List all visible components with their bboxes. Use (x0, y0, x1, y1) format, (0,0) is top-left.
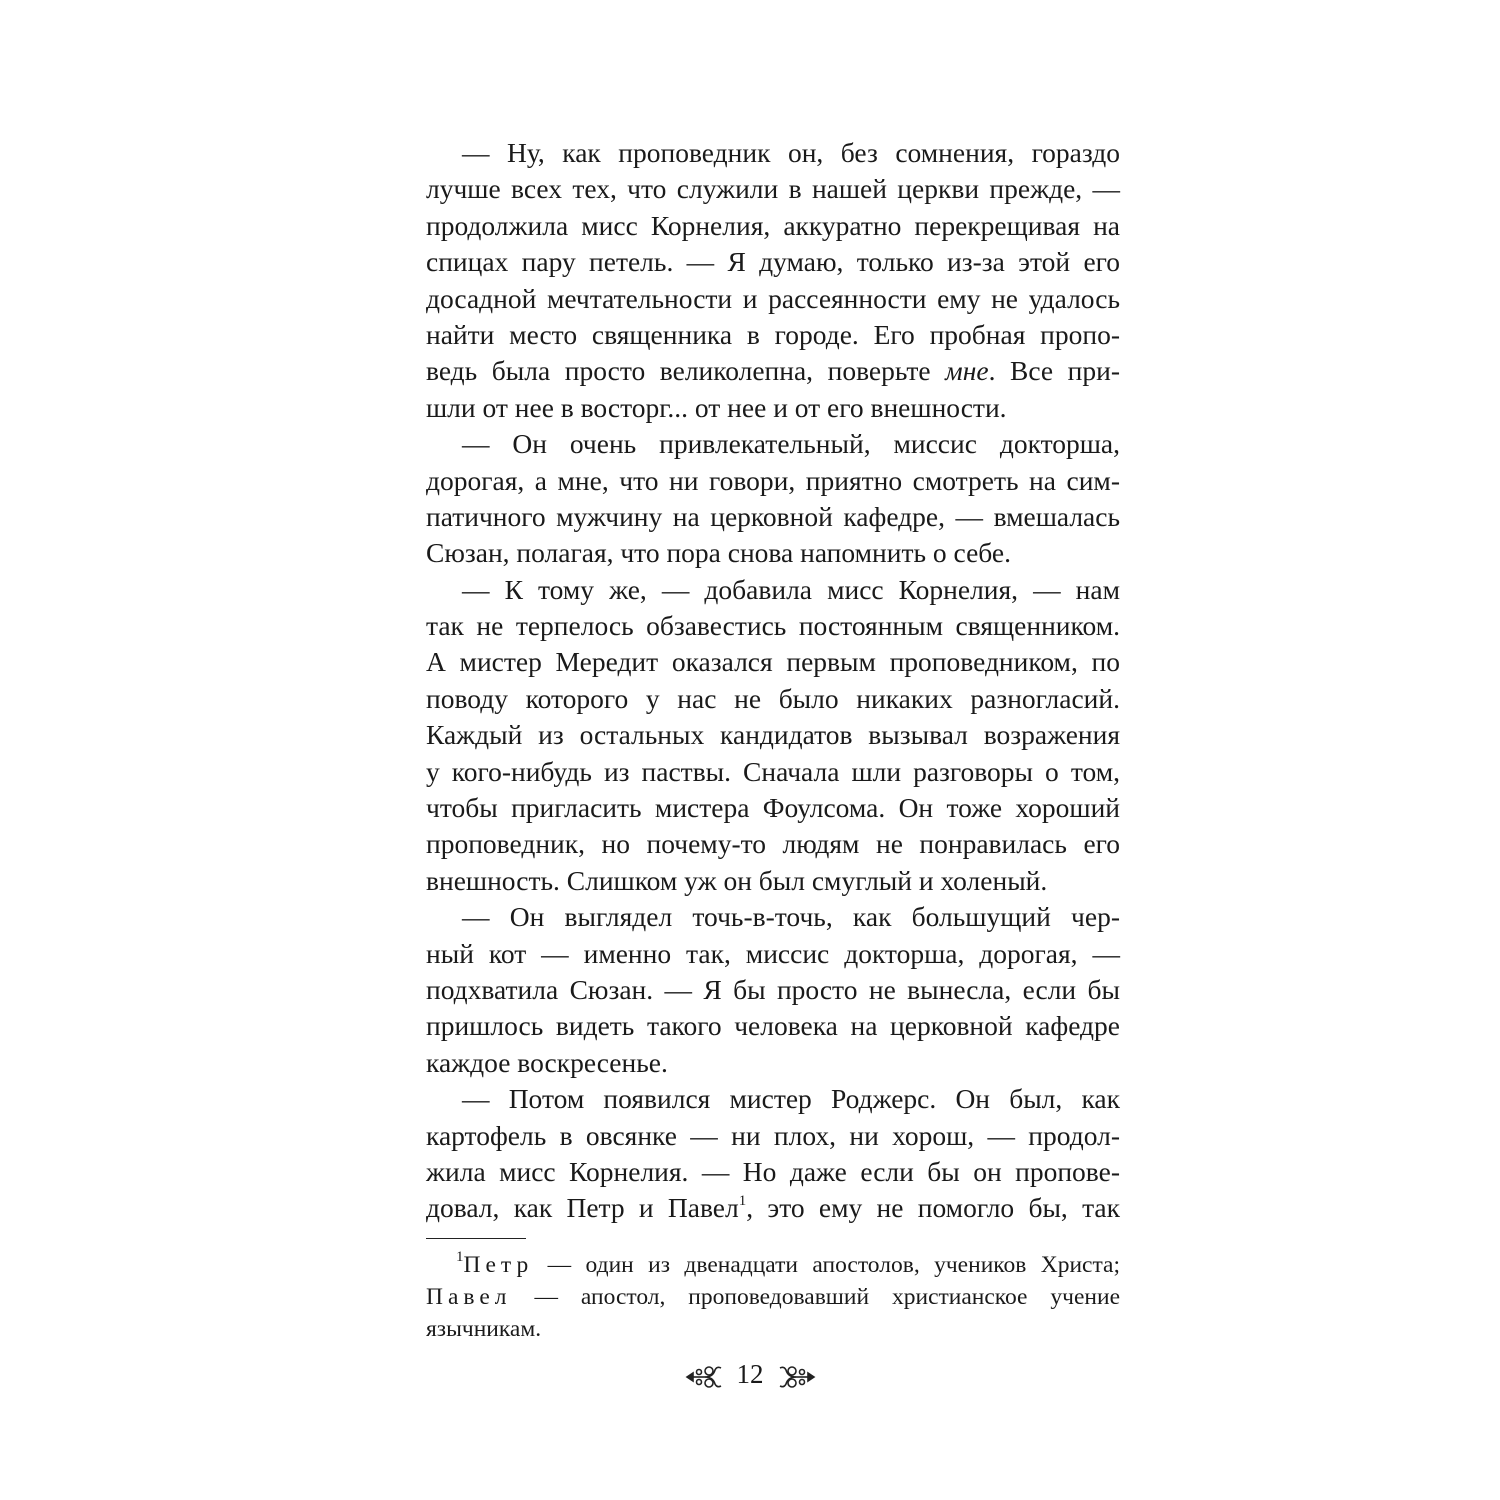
text-line (426, 1081, 1120, 1117)
text-line (426, 171, 1120, 207)
line-text: чтобы пригласить мистера Фоулсома. Он тоже хороший (426, 792, 1120, 824)
footnote-line-2 (426, 1281, 1120, 1313)
line-text: — Он очень привлекательный, миссис докторша, (462, 428, 1120, 460)
line-text: — К тому же, — добавила мисс Корнелия, — нам (462, 573, 1120, 605)
line-text: картофель в овсянке — ни плох, ни хорош, — продол- (426, 1119, 1120, 1151)
text-line (426, 535, 1120, 571)
line-text: найти место священника в городе. Его пробная пропо- (426, 318, 1120, 350)
text-line (426, 717, 1120, 753)
emphasis-text: мне (945, 355, 989, 387)
text-line (426, 826, 1120, 862)
ornament-right-icon (774, 1364, 816, 1390)
text-line (426, 390, 1120, 426)
line-text: — Он выглядел точь-в-точь, как большущий чер- (462, 901, 1120, 933)
line-text: жила мисс Корнелия. — Но даже если бы он пропове- (426, 1155, 1120, 1187)
text-line (426, 644, 1120, 680)
line-text: дорогая, а мне, что ни говори, приятно смотреть на сим- (426, 464, 1120, 496)
text-line (426, 681, 1120, 717)
text-line (426, 1118, 1120, 1154)
line-text: подхватила Сюзан. — Я бы просто не вынесла, если бы (426, 973, 1120, 1005)
line-text: А мистер Мередит оказался первым проповедником, по (426, 646, 1120, 678)
text-line (426, 244, 1120, 280)
footnote (426, 1249, 1120, 1345)
line-text: Сюзан, полагая, что пора снова напомнить о себе. (426, 537, 1011, 569)
line-text: шли от нее в восторг... от нее и от его внешности. (426, 391, 1007, 423)
line-text: . Все при- (988, 355, 1120, 387)
line-text: ный кот — именно так, миссис докторша, дорогая, — (426, 937, 1120, 969)
text-line (426, 208, 1120, 244)
footnote-line-1 (426, 1249, 1120, 1281)
footnote-rule (426, 1238, 526, 1239)
line-text: лучше всех тех, что служили в нашей церкви прежде, — (426, 173, 1120, 205)
text-line (426, 281, 1120, 317)
line-text: у кого-нибудь из паствы. Сначала шли разговоры о том, (426, 755, 1120, 787)
text-line (426, 1045, 1120, 1081)
line-text: ведь была просто великолепна, поверьте (426, 355, 946, 387)
text-line (426, 899, 1120, 935)
text-line (426, 499, 1120, 535)
text-line (426, 1154, 1120, 1190)
footnote-text: — один из двенадцати апостолов, учеников Христа; (533, 1252, 1120, 1278)
line-text: довал, как Петр и Павел (426, 1192, 739, 1224)
text-line (426, 135, 1120, 171)
line-text: продолжила мисс Корнелия, аккуратно перекрещивая на (426, 209, 1120, 241)
line-text: каждое воскресенье. (426, 1046, 668, 1078)
text-line (426, 863, 1120, 899)
text-line (426, 1190, 1120, 1226)
text-line (426, 790, 1120, 826)
line-text: внешность. Слишком уж он был смуглый и холеный. (426, 864, 1048, 896)
footnote-text: — апостол, проповедовавший христианское учение (511, 1284, 1120, 1310)
page-number: 12 (736, 1359, 764, 1389)
footnote-line-3: язычникам. (426, 1316, 542, 1342)
text-line (426, 353, 1120, 389)
text-line (426, 972, 1120, 1008)
text-line (426, 1008, 1120, 1044)
line-text: проповедник, но почему-то людям не понравилась его (426, 828, 1120, 860)
ornament-left-icon (685, 1364, 727, 1390)
line-text: спицах пару петель. — Я думаю, только из-за этой его (426, 246, 1120, 278)
text-line (426, 317, 1120, 353)
line-text: так не терпелось обзавестись постоянным священником. (426, 610, 1120, 642)
line-text: досадной мечтательности и рассеянности ему не удалось (426, 282, 1120, 314)
line-text: Каждый из остальных кандидатов вызывал возражения (426, 719, 1120, 751)
text-line (426, 572, 1120, 608)
text-line (426, 936, 1120, 972)
footnote-name-pavel: Павел (426, 1284, 512, 1310)
footnote-marker: 1 (456, 1249, 464, 1266)
footnote-reference[interactable]: 1 (738, 1193, 747, 1210)
text-line (426, 463, 1120, 499)
footnote-name-petr: Петр (463, 1252, 534, 1278)
line-text: , это ему не помогло бы, так (746, 1192, 1120, 1224)
text-line (426, 754, 1120, 790)
line-text: — Потом появился мистер Роджерс. Он был, как (462, 1083, 1120, 1115)
page-body (426, 135, 1120, 1227)
text-line (426, 608, 1120, 644)
line-text: — Ну, как проповедник он, без сомнения, гораздо (462, 137, 1120, 168)
line-text: патичного мужчину на церковной кафедре, — вмешалась (426, 500, 1120, 532)
line-text: пришлось видеть такого человека на церковной кафедре (426, 1010, 1120, 1042)
line-text: поводу которого у нас не было никаких разногласий. (426, 682, 1120, 714)
text-line (426, 426, 1120, 462)
page-folio (0, 1359, 1500, 1390)
